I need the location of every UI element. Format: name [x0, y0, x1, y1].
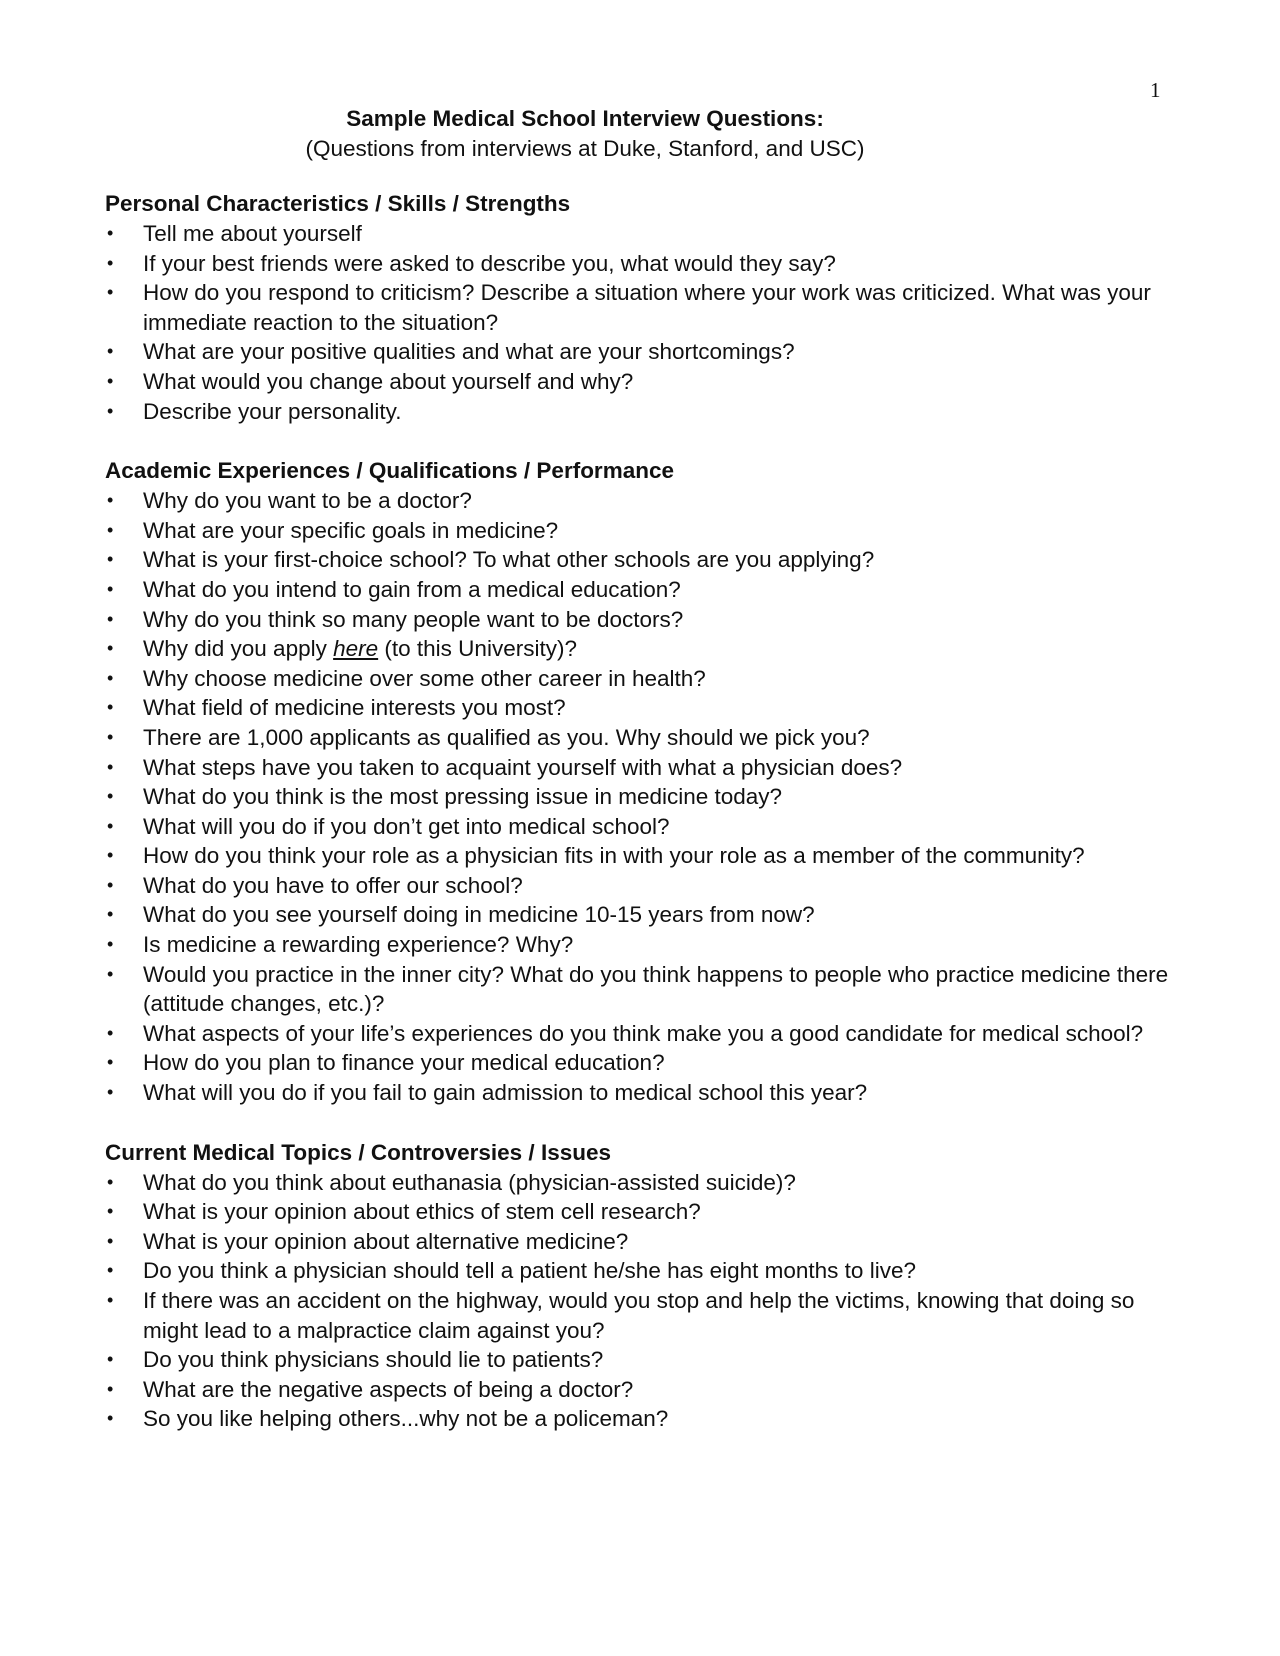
bullet-icon: •	[107, 549, 114, 570]
question-item	[105, 723, 1185, 753]
question-text: So you like helping others...why not be a policeman?	[143, 1406, 669, 1432]
question-item	[105, 1078, 1185, 1108]
bullet-icon: •	[107, 934, 114, 955]
question-item	[105, 753, 1185, 783]
bullet-icon: •	[107, 1201, 114, 1222]
question-text: What will you do if you fail to gain admission to medical school this year?	[143, 1080, 868, 1106]
title-block	[55, 104, 1115, 164]
question-item	[105, 664, 1185, 694]
question-text: Do you think a physician should tell a patient he/she has eight months to live?	[143, 1258, 916, 1284]
bullet-icon: •	[107, 282, 114, 303]
question-text: What do you think about euthanasia (physician-assisted suicide)?	[143, 1169, 796, 1195]
page-subtitle: (Questions from interviews at Duke, Stanford, and USC)	[305, 136, 865, 161]
question-text: There are 1,000 applicants as qualified as you. Why should we pick you?	[143, 724, 870, 750]
question-item	[105, 249, 1185, 279]
section-1	[105, 189, 1185, 426]
question-item	[105, 337, 1185, 367]
question-item	[105, 1286, 1185, 1345]
question-item	[105, 812, 1185, 842]
question-item	[105, 900, 1185, 930]
bullet-icon: •	[107, 638, 114, 659]
bullet-icon: •	[107, 874, 114, 895]
question-item	[105, 1019, 1185, 1049]
question-text: (to this University)?	[378, 636, 577, 662]
question-text: How do you think your role as a physician fits in with your role as a member of the community?	[143, 843, 1085, 869]
bullet-icon: •	[107, 1230, 114, 1251]
question-text: Describe your personality.	[143, 398, 402, 424]
question-item	[105, 1227, 1185, 1257]
question-item	[105, 397, 1185, 427]
document-body	[105, 189, 1185, 1434]
question-text: What steps have you taken to acquaint yourself with what a physician does?	[143, 754, 903, 780]
question-item	[105, 1168, 1185, 1198]
bullet-icon: •	[107, 341, 114, 362]
question-text: What are your specific goals in medicine?	[143, 517, 559, 543]
question-text: What is your opinion about alternative medicine?	[143, 1228, 629, 1254]
question-item	[105, 1256, 1185, 1286]
question-text: What do you have to offer our school?	[143, 872, 523, 898]
section-heading: Current Medical Topics / Controversies / Issues	[105, 1139, 611, 1165]
question-text: What do you think is the most pressing issue in medicine today?	[143, 784, 783, 810]
question-item	[105, 871, 1185, 901]
question-item	[105, 1375, 1185, 1405]
question-item	[105, 1404, 1185, 1434]
question-text: Why do you want to be a doctor?	[143, 488, 472, 514]
bullet-icon: •	[107, 490, 114, 511]
bullet-icon: •	[107, 400, 114, 421]
question-text: Tell me about yourself	[143, 221, 362, 246]
bullet-icon: •	[107, 1290, 114, 1310]
question-text: What aspects of your life’s experiences do you think make you a good candidate for medical school?	[143, 1020, 1144, 1046]
question-item	[105, 367, 1185, 397]
bullet-icon: •	[107, 223, 114, 243]
question-item	[105, 516, 1185, 546]
question-item	[105, 486, 1185, 516]
bullet-icon: •	[107, 1260, 114, 1281]
question-item	[105, 1345, 1185, 1375]
question-text: What are the negative aspects of being a doctor?	[143, 1376, 634, 1402]
bullet-icon: •	[107, 815, 114, 836]
question-item	[105, 545, 1185, 575]
bullet-icon: •	[107, 370, 114, 391]
bullet-icon: •	[107, 786, 114, 807]
section-3	[105, 1138, 1185, 1434]
question-text: If there was an accident on the highway, would you stop and help the victims, knowing that doing so might lead to a malpractice claim against you?	[143, 1288, 1135, 1343]
bullet-icon: •	[107, 1082, 114, 1103]
question-text: What do you see yourself doing in medicine 10-15 years from now?	[143, 902, 815, 928]
question-text: If your best friends were asked to describe you, what would they say?	[143, 250, 836, 276]
question-text: What field of medicine interests you most?	[143, 695, 566, 721]
section-2	[105, 456, 1185, 1107]
bullet-icon: •	[107, 608, 114, 629]
question-item	[105, 278, 1185, 337]
question-text: What are your positive qualities and what are your shortcomings?	[143, 339, 795, 365]
question-item	[105, 1197, 1185, 1227]
question-text: What will you do if you don’t get into medical school?	[143, 813, 670, 839]
question-item	[105, 219, 1185, 249]
question-text: Why did you apply	[143, 636, 334, 662]
question-text: Why choose medicine over some other career in health?	[143, 665, 706, 691]
question-item	[105, 1048, 1185, 1078]
question-text: What do you intend to gain from a medical education?	[143, 576, 681, 602]
section-heading: Personal Characteristics / Skills / Strengths	[105, 191, 571, 216]
question-item	[105, 782, 1185, 812]
question-text: How do you plan to finance your medical education?	[143, 1050, 665, 1076]
question-item	[105, 960, 1185, 1019]
bullet-icon: •	[107, 697, 114, 718]
bullet-icon: •	[107, 1022, 114, 1043]
bullet-icon: •	[107, 578, 114, 599]
bullet-icon: •	[107, 1378, 114, 1399]
question-item	[105, 841, 1185, 871]
question-text: What is your opinion about ethics of stem cell research?	[143, 1199, 701, 1225]
bullet-icon: •	[107, 1171, 114, 1192]
page-number: 1	[1150, 78, 1161, 102]
question-text: What is your first-choice school? To what other schools are you applying?	[143, 547, 875, 573]
bullet-icon: •	[107, 963, 114, 984]
question-item	[105, 634, 1185, 664]
question-text: Would you practice in the inner city? What do you think happens to people who practice medicine there (attitude changes, etc.)?	[143, 961, 1169, 1017]
bullet-icon: •	[107, 252, 114, 273]
question-emphasis: here	[333, 636, 379, 662]
bullet-icon: •	[107, 726, 114, 747]
question-text: Is medicine a rewarding experience? Why?	[143, 932, 574, 958]
question-text: How do you respond to criticism? Describe a situation where your work was criticized. What was your immediate reaction to the situation?	[143, 280, 1151, 335]
question-text: Why do you think so many people want to be doctors?	[143, 606, 684, 632]
question-list	[105, 219, 1185, 426]
question-item	[105, 693, 1185, 723]
question-list	[105, 1168, 1185, 1434]
question-item	[105, 605, 1185, 635]
question-text: What would you change about yourself and why?	[143, 368, 634, 394]
bullet-icon: •	[107, 1349, 114, 1370]
question-list	[105, 486, 1185, 1107]
bullet-icon: •	[107, 1052, 114, 1073]
bullet-icon: •	[107, 845, 114, 866]
question-text: Do you think physicians should lie to patients?	[143, 1347, 604, 1373]
question-item	[105, 930, 1185, 960]
bullet-icon: •	[107, 1408, 114, 1429]
question-item	[105, 575, 1185, 605]
bullet-icon: •	[107, 667, 114, 688]
section-heading: Academic Experiences / Qualifications / Performance	[105, 458, 674, 484]
bullet-icon: •	[107, 756, 114, 777]
page-title: Sample Medical School Interview Questions:	[346, 106, 824, 131]
bullet-icon: •	[107, 519, 114, 540]
bullet-icon: •	[107, 904, 114, 925]
